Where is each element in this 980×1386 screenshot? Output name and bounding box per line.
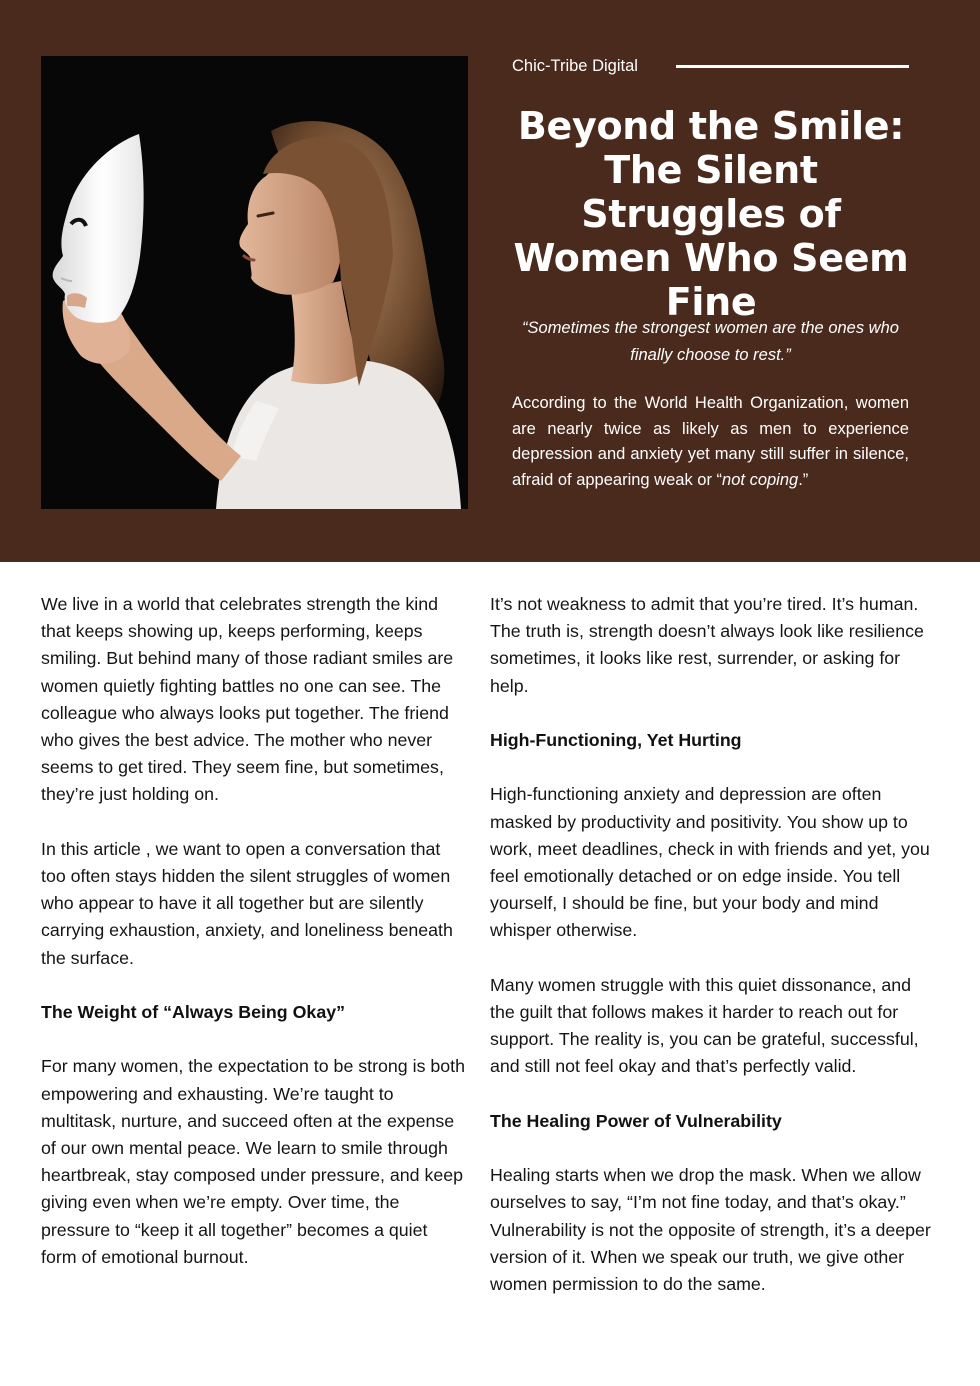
intro-italic: not coping bbox=[722, 470, 799, 489]
article-column-right bbox=[490, 591, 935, 1325]
brand-divider bbox=[676, 65, 909, 68]
paragraph-expectation: For many women, the expectation to be strong is both empowering and exhausting. We’re taught to multitask, nurture, and succeed often at the expense of our own mental peace. We learn to smile through heartbreak, stay composed under pressure, and keep giving even when we’re empty. Over time, the pressure to “keep it all together” becomes a quiet form of emotional burnout. bbox=[41, 1056, 466, 1267]
brand-name: Chic-Tribe Digital bbox=[512, 57, 638, 75]
heading-healing-power: The Healing Power of Vulnerability bbox=[490, 1110, 782, 1131]
intro-text: According to the World Health Organization, women are nearly twice as likely as men to experience depression and anxiety yet many still suffer in silence, afraid of appearing weak or “ bbox=[512, 394, 909, 489]
heading-high-functioning: High-Functioning, Yet Hurting bbox=[490, 730, 742, 750]
article-column-left bbox=[41, 591, 466, 1298]
heading-weight-of-always-being-okay: The Weight of “Always Being Okay” bbox=[41, 1002, 345, 1023]
paragraph-strength: We live in a world that celebrates strength the kind that keeps showing up, keeps performing, keeps smiling. But behind many of those radiant smiles are women quietly fighting battles no one can see. The colleague who always looks put together. The friend who gives the best advice. The mother who never seems to get tired. They seem fine, but sometimes, they’re just holding on. bbox=[41, 594, 454, 805]
article-title: Beyond the Smile: The Silent Struggles of Women Who Seem Fine bbox=[513, 104, 909, 324]
paragraph-healing: Healing starts when we drop the mask. When we allow ourselves to say, “I’m not fine today, and that’s okay.” Vulnerability is not the opposite of strength, it’s a deeper version of it. When we speak our truth, we give other women permission to do the same. bbox=[490, 1165, 931, 1294]
woman-holding-mask-photo bbox=[41, 56, 468, 509]
paragraph-not-weakness: It’s not weakness to admit that you’re tired. It’s human. The truth is, strength doesn’t always look like resilience sometimes, it looks like rest, surrender, or asking for help. bbox=[490, 594, 924, 696]
paragraph-dissonance: Many women struggle with this quiet dissonance, and the guilt that follows makes it harder to reach out for support. The reality is, you can be grateful, successful, and still not feel okay and that’s perfectly valid. bbox=[490, 974, 919, 1077]
intro-paragraph bbox=[512, 391, 909, 493]
paragraph-high-functioning: High-functioning anxiety and depression are often masked by productivity and positivity. You show up to work, meet deadlines, check in with friends and yet, you feel emotionally detached or on edge inside. You tell yourself, I should be fine, but your body and mind whisper otherwise. bbox=[490, 784, 930, 941]
pull-quote: “Sometimes the strongest women are the ones who finally choose to rest.” bbox=[522, 319, 899, 364]
paragraph-article-intro: In this article , we want to open a conversation that too often stays hidden the silent struggles of women who appear to have it all together but are silently carrying exhaustion, anxiety, and loneliness beneath the surface. bbox=[41, 838, 453, 968]
header-banner bbox=[0, 0, 980, 562]
intro-end: .” bbox=[798, 470, 809, 489]
